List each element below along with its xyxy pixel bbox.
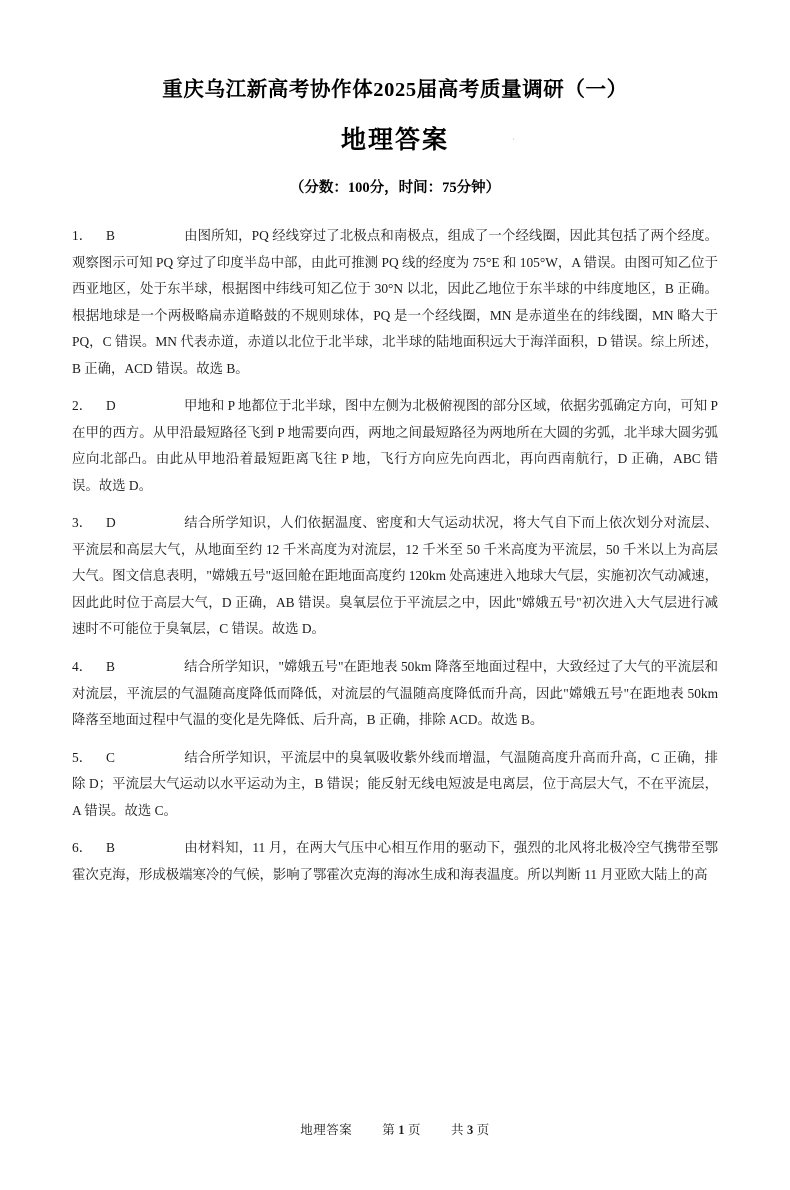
question-number: 1．	[72, 228, 93, 243]
answer-choice: D	[106, 515, 116, 531]
list-item	[72, 393, 718, 499]
corner-mark: ·	[512, 134, 515, 144]
answers-list	[72, 223, 718, 888]
answer-choice: B	[106, 658, 115, 674]
answer-choice: C	[106, 749, 115, 765]
footer-page-word: 第	[382, 1123, 396, 1137]
answer-choice: D	[106, 398, 116, 414]
document-page	[0, 72, 790, 1190]
list-item	[72, 745, 718, 825]
list-item	[72, 654, 718, 734]
footer-label: 地理答案	[300, 1123, 353, 1137]
footer-page-number: 1	[398, 1123, 405, 1137]
answer-explanation: 结合所学知识，平流层中的臭氧吸收紫外线而增温，气温随高度升高而升高，C 正确，排除 D；平流层大气运动以水平运动为主，B 错误；能反射无线电短波是电离层，位于高层大气，不在平流层，A 错误。故选 C。	[72, 749, 718, 818]
answer-explanation: 由图所知，PQ 经线穿过了北极点和南极点，组成了一个经线圈，因此其包括了两个经度。观察图示可知 PQ 穿过了印度半岛中部，由此可推测 PQ 线的经度为 75°E 和 105°W，A 错误。由图可知乙位于西亚地区，处于东半球，根据图中纬线可知乙位于 30°N 以北，因此乙地位于东半球的中纬度地区，B 正确。根据地球是一个两极略扁赤道略鼓的不规则球体，PQ 是一个经线圈，MN 是赤道坐在的纬线圈，MN 略大于 PQ，C 错误。MN 代表赤道，赤道以北位于北半球，北半球的陆地面积远大于海洋面积，D 错误。综上所述，B 正确，ACD 错误。故选 B。	[72, 228, 718, 376]
question-number: 3．	[72, 515, 93, 531]
answer-explanation: 由材料知，11 月，在两大气压中心相互作用的驱动下，强烈的北风将北极冷空气携带至鄂霍次克海，形成极端寒冷的气候，影响了鄂霍次克海的海冰生成和海表温度。所以判断 11 月亚欧大陆上的高	[72, 840, 718, 882]
answer-choice: B	[106, 840, 115, 856]
question-number: 5．	[72, 749, 93, 765]
question-number: 2．	[72, 398, 93, 414]
answer-explanation: 甲地和 P 地都位于北半球，图中左侧为北极俯视图的部分区域，依据劣弧确定方向，可知 P 在甲的西方。从甲沿最短路径飞到 P 地需要向西，两地之间最短路径为两地所在大圆的劣弧，北半球大圆劣弧应向北部凸。由此从甲地沿着最短距离飞往 P 地，飞行方向应先向西北，再向西南航行，D 正确，ABC 错误。故选 D。	[72, 398, 718, 493]
list-item	[72, 223, 718, 382]
page-title: 重庆乌江新高考协作体2025届高考质量调研（一）	[162, 79, 628, 101]
answer-explanation: 结合所学知识，"嫦娥五号"在距地表 50km 降落至地面过程中，大致经过了大气的平流层和对流层，平流层的气温随高度降低而降低，对流层的气温随高度降低而升高，因此"嫦娥五号"在距地表 50km 降落至地面过程中气温的变化是先降低、后升高，B 正确，排除 ACD。故选 B。	[72, 658, 718, 728]
question-number: 4．	[72, 658, 93, 674]
page-subtitle: 地理答案	[340, 127, 449, 154]
exam-meta: （分数：100分，时间：75分钟）	[289, 180, 501, 196]
list-item	[72, 510, 718, 643]
question-number: 6．	[72, 840, 93, 856]
footer-total-number: 3	[467, 1123, 474, 1137]
page-footer	[0, 1120, 790, 1138]
answer-choice: B	[106, 228, 115, 243]
list-item	[72, 835, 718, 888]
footer-page-unit: 页	[407, 1123, 421, 1137]
footer-total-unit: 页	[476, 1123, 490, 1137]
answer-explanation: 结合所学知识，人们依据温度、密度和大气运动状况，将大气自下而上依次划分对流层、平流层和高层大气，从地面至约 12 千米高度为对流层，12 千米至 50 千米高度为平流层，50 千米以上为高层大气。图文信息表明，"嫦娥五号"返回舱在距地面高度约 120km 处高速进入地球大气层，实施初次气动减速，因此此时位于高层大气，D 正确，AB 错误。臭氧层位于平流层之中，因此"嫦娥五号"初次进入大气层进行减速时不可能位于臭氧层，C 错误。故选 D。	[72, 515, 718, 637]
footer-total-word: 共	[451, 1123, 465, 1137]
